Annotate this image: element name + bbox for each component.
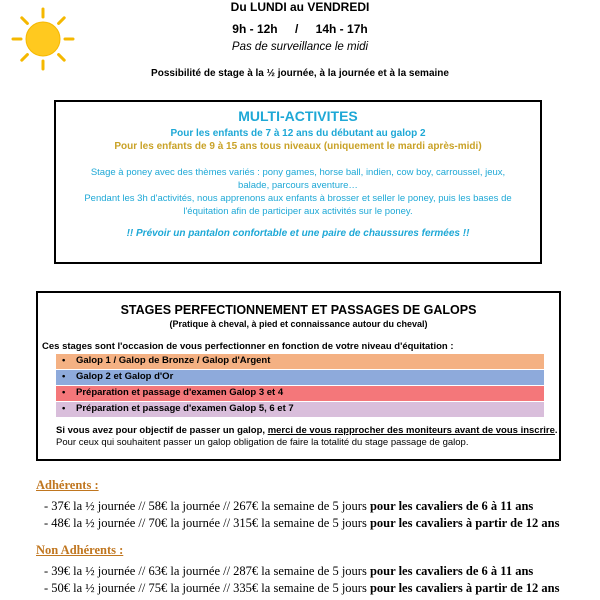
price-line: - 50€ la ½ journée // 75€ la journée // 335€ la semaine de 5 jours pour les cavaliers à partir de 12 ans bbox=[44, 581, 560, 595]
galop-item: • Préparation et passage d'examen Galop 3 et 4 bbox=[56, 386, 544, 401]
galop-item: • Galop 1 / Galop de Bronze / Galop d'Argent bbox=[56, 354, 544, 369]
possibility-note: Possibilité de stage à la ½ journée, à la journée et à la semaine bbox=[151, 68, 449, 79]
hours-afternoon: 14h - 17h bbox=[315, 22, 368, 36]
sun-icon bbox=[10, 6, 76, 72]
galops-intro: Ces stages sont l'occasion de vous perfectionner en fonction de votre niveau d'équitation : bbox=[42, 341, 454, 352]
multi-activities-title: MULTI-ACTIVITES bbox=[238, 108, 358, 124]
hours-separator: / bbox=[294, 22, 299, 36]
multi-activities-box bbox=[54, 100, 542, 264]
activities-paragraph-1: Stage à poney avec des thèmes variés : pony games, horse ball, indien, cow boy, carroussel, jeux, balade, parcours aventure… bbox=[90, 167, 506, 191]
galops-box bbox=[36, 291, 561, 461]
galop-list bbox=[56, 354, 544, 417]
members-prices bbox=[36, 478, 559, 531]
price-line: - 37€ la ½ journée // 58€ la journée // 267€ la semaine de 5 jours pour les cavaliers de 6 à 11 ans bbox=[44, 499, 534, 513]
price-line: - 48€ la ½ journée // 70€ la journée // 315€ la semaine de 5 jours pour les cavaliers à partir de 12 ans bbox=[44, 516, 560, 530]
non-members-prices bbox=[36, 543, 559, 596]
galop-advice: Si vous avez pour objectif de passer un galop, merci de vous rapprocher des moniteurs avant de vous inscrire. bbox=[56, 424, 558, 436]
activities-paragraph-2: Pendant les 3h d'activités, nous apprenons aux enfants à brosser et seller le poney, puis les bases de l'équitation afin de participer aux activités sur le poney. bbox=[84, 193, 512, 217]
galops-subtitle: (Pratique à cheval, à pied et connaissance autour du cheval) bbox=[169, 319, 428, 329]
galop-item: • Galop 2 et Galop d'Or bbox=[56, 370, 544, 385]
schedule-hours bbox=[150, 22, 450, 36]
schedule-days: Du LUNDI au VENDREDI bbox=[230, 0, 370, 14]
non-members-title: Non Adhérents : bbox=[36, 543, 124, 557]
price-line: - 39€ la ½ journée // 63€ la journée // 287€ la semaine de 5 jours pour les cavaliers de 6 à 11 ans bbox=[44, 564, 534, 578]
equipment-warning: !! Prévoir un pantalon confortable et une paire de chaussures fermées !! bbox=[126, 228, 470, 239]
no-surveillance-note: Pas de surveillance le midi bbox=[231, 41, 369, 53]
hours-morning: 9h - 12h bbox=[232, 22, 278, 36]
children-line-1: Pour les enfants de 7 à 12 ans du débutant au galop 2 bbox=[170, 128, 426, 139]
galop-item: • Préparation et passage d'examen Galop 5, 6 et 7 bbox=[56, 402, 544, 417]
members-title: Adhérents : bbox=[36, 478, 99, 492]
galops-title: STAGES PERFECTIONNEMENT ET PASSAGES DE GALOPS bbox=[120, 303, 477, 317]
children-line-2: Pour les enfants de 9 à 15 ans tous niveaux (uniquement le mardi après-midi) bbox=[114, 141, 482, 152]
galop-obligation: Pour ceux qui souhaitent passer un galop obligation de faire la totalité du stage passage de galop. bbox=[56, 436, 469, 448]
